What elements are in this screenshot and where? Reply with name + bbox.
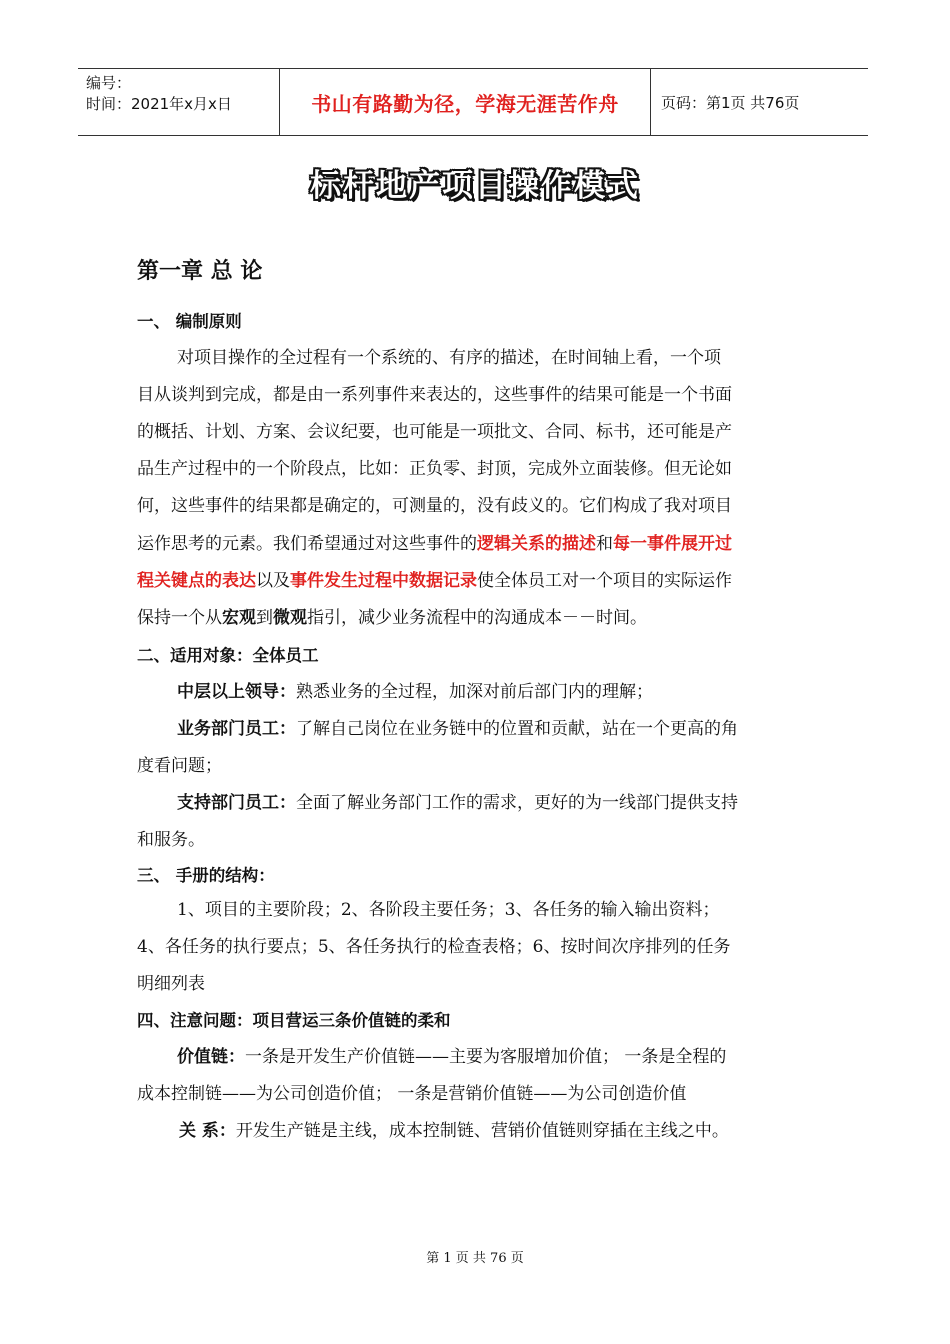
section-heading-2: 二、适用对象：全体员工 bbox=[137, 646, 319, 665]
paragraph-line: 何，这些事件的结果都是确定的，可测量的，没有歧义的。它们构成了我对项目 bbox=[137, 496, 732, 516]
paragraph-line: 对项目操作的全过程有一个系统的、有序的描述，在时间轴上看，一个项 bbox=[177, 348, 721, 368]
document-header bbox=[78, 68, 868, 136]
paragraph-line: 1、项目的主要阶段；2、各阶段主要任务；3、各任务的输入输出资料； bbox=[177, 900, 720, 920]
paragraph-line: 明细列表 bbox=[137, 974, 205, 994]
paragraph-line: 保持一个从宏观到微观指引，减少业务流程中的沟通成本－－时间。 bbox=[137, 608, 647, 628]
date-label: 时间：2021年x月x日 bbox=[86, 95, 232, 113]
section-heading-1: 一、 编制原则 bbox=[137, 312, 242, 331]
serial-label: 编号： bbox=[86, 74, 132, 92]
paragraph-line: 程关键点的表达以及事件发生过程中数据记录使全体员工对一个项目的实际运作 bbox=[137, 571, 732, 591]
section-heading-3: 三、 手册的结构： bbox=[137, 866, 275, 885]
paragraph-line: 和服务。 bbox=[137, 830, 205, 850]
document-title: 标杆地产项目操作模式 bbox=[310, 168, 640, 204]
highlight-text: 逻辑关系的描述 bbox=[477, 534, 596, 554]
highlight-text: 程关键点的表达 bbox=[137, 571, 256, 591]
page-footer: 第 1 页 共 76 页 bbox=[426, 1251, 524, 1266]
paragraph-line: 关 系：开发生产链是主线，成本控制链、营销价值链则穿插在主线之中。 bbox=[179, 1121, 729, 1141]
paragraph-line: 价值链：一条是开发生产价值链——主要为客服增加价值； 一条是全程的 bbox=[177, 1047, 727, 1067]
paragraph-line: 业务部门员工：了解自己岗位在业务链中的位置和贡献，站在一个更高的角 bbox=[177, 719, 738, 739]
paragraph-line: 运作思考的元素。我们希望通过对这些事件的逻辑关系的描述和每一事件展开过 bbox=[137, 534, 732, 554]
paragraph-line: 品生产过程中的一个阶段点，比如：正负零、封顶，完成外立面装修。但无论如 bbox=[137, 459, 732, 479]
header-page-number: 页码：第1页 共76页 bbox=[661, 93, 800, 112]
highlight-text: 每一事件展开过 bbox=[613, 534, 732, 554]
header-meta bbox=[78, 69, 280, 135]
paragraph-line: 支持部门员工：全面了解业务部门工作的需求，更好的为一线部门提供支持 bbox=[177, 793, 738, 813]
chapter-heading: 第一章 总 论 bbox=[137, 259, 263, 284]
paragraph-line: 目从谈判到完成，都是由一系列事件来表达的，这些事件的结果可能是一个书面 bbox=[137, 385, 732, 405]
header-motto: 书山有路勤为径，学海无涯苦作舟 bbox=[280, 69, 651, 135]
highlight-text: 事件发生过程中数据记录 bbox=[290, 571, 477, 591]
paragraph-line: 的概括、计划、方案、会议纪要，也可能是一项批文、合同、标书，还可能是产 bbox=[137, 422, 732, 442]
section-heading-4: 四、注意问题：项目营运三条价值链的柔和 bbox=[137, 1011, 451, 1030]
paragraph-line: 4、各任务的执行要点；5、各任务执行的检查表格；6、按时间次序排列的任务 bbox=[137, 937, 731, 957]
paragraph-line: 中层以上领导：熟悉业务的全过程，加深对前后部门内的理解； bbox=[177, 682, 653, 702]
paragraph-line: 度看问题； bbox=[137, 756, 222, 776]
paragraph-line: 成本控制链——为公司创造价值； 一条是营销价值链——为公司创造价值 bbox=[137, 1084, 687, 1104]
